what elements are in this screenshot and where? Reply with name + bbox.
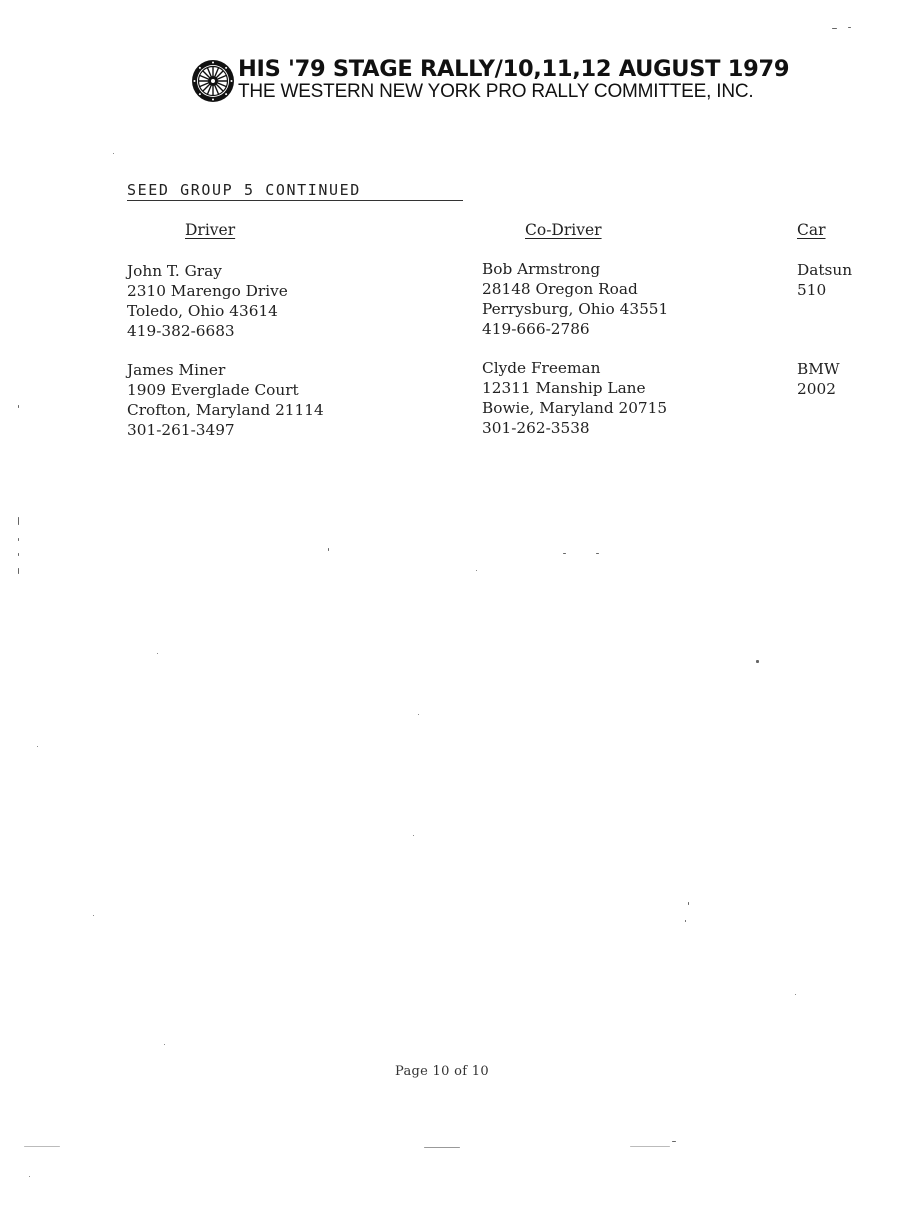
scan-speck [37, 746, 38, 747]
co-driver-name: Clyde Freeman [482, 359, 601, 377]
scan-speck [18, 538, 19, 541]
section-heading-underline [127, 200, 463, 201]
driver-name: James Miner [127, 361, 226, 379]
co-driver-street: 12311 Manship Lane [482, 379, 646, 397]
scan-speck [795, 994, 796, 995]
scan-speck [688, 902, 689, 905]
scan-speck [29, 1176, 30, 1177]
scan-speck [157, 653, 158, 654]
entry-2-car [797, 359, 840, 399]
car-model: 2002 [797, 380, 836, 398]
letterhead [190, 56, 790, 106]
co-driver-phone: 301-262-3538 [482, 419, 590, 437]
column-header-car: Car [797, 221, 826, 239]
scan-speck [476, 570, 477, 571]
co-driver-street: 28148 Oregon Road [482, 280, 638, 298]
entry-1-co-driver [482, 259, 668, 339]
driver-phone: 419-382-6683 [127, 322, 235, 340]
scan-speck [424, 1147, 460, 1148]
scan-speck [18, 405, 19, 408]
column-header-driver: Driver [185, 221, 236, 239]
driver-city: Crofton, Maryland 21114 [127, 401, 324, 419]
scan-speck [630, 1146, 670, 1147]
co-driver-city: Perrysburg, Ohio 43551 [482, 300, 669, 318]
car-make: Datsun [797, 261, 853, 279]
scan-speck [596, 553, 599, 554]
scan-speck [848, 27, 851, 28]
scan-speck [672, 1141, 676, 1142]
scan-speck [164, 1044, 165, 1045]
driver-phone: 301-261-3497 [127, 421, 235, 439]
letterhead-subtitle: THE WESTERN NEW YORK PRO RALLY COMMITTEE, INC. [238, 81, 754, 102]
scan-speck [756, 660, 759, 663]
scan-speck [418, 714, 419, 715]
wheel-logo-icon [190, 58, 236, 104]
letterhead-title: HIS '79 STAGE RALLY/10,11,12 AUGUST 1979 [238, 56, 790, 82]
scan-speck [18, 553, 19, 556]
driver-name: John T. Gray [127, 262, 222, 280]
co-driver-city: Bowie, Maryland 20715 [482, 399, 668, 417]
entry-1-car [797, 260, 852, 300]
scan-speck [832, 28, 837, 29]
scan-speck [413, 835, 414, 836]
section-heading: SEED GROUP 5 CONTINUED [127, 181, 361, 199]
scan-speck [563, 553, 566, 554]
page-number: Page 10 of 10 [395, 1064, 489, 1079]
scan-speck [113, 153, 114, 154]
driver-street: 1909 Everglade Court [127, 381, 299, 399]
scan-speck [685, 920, 686, 922]
scan-speck [18, 517, 19, 525]
scan-speck [24, 1146, 60, 1147]
scan-speck [93, 915, 94, 916]
entry-2-driver [127, 360, 324, 440]
scan-speck [328, 548, 329, 551]
entry-1-driver [127, 261, 288, 341]
driver-city: Toledo, Ohio 43614 [127, 302, 278, 320]
car-make: BMW [797, 360, 840, 378]
column-header-co-driver: Co-Driver [525, 221, 602, 239]
co-driver-name: Bob Armstrong [482, 260, 601, 278]
driver-street: 2310 Marengo Drive [127, 282, 288, 300]
car-model: 510 [797, 281, 827, 299]
co-driver-phone: 419-666-2786 [482, 320, 590, 338]
entry-2-co-driver [482, 358, 667, 438]
scan-speck [18, 568, 19, 574]
